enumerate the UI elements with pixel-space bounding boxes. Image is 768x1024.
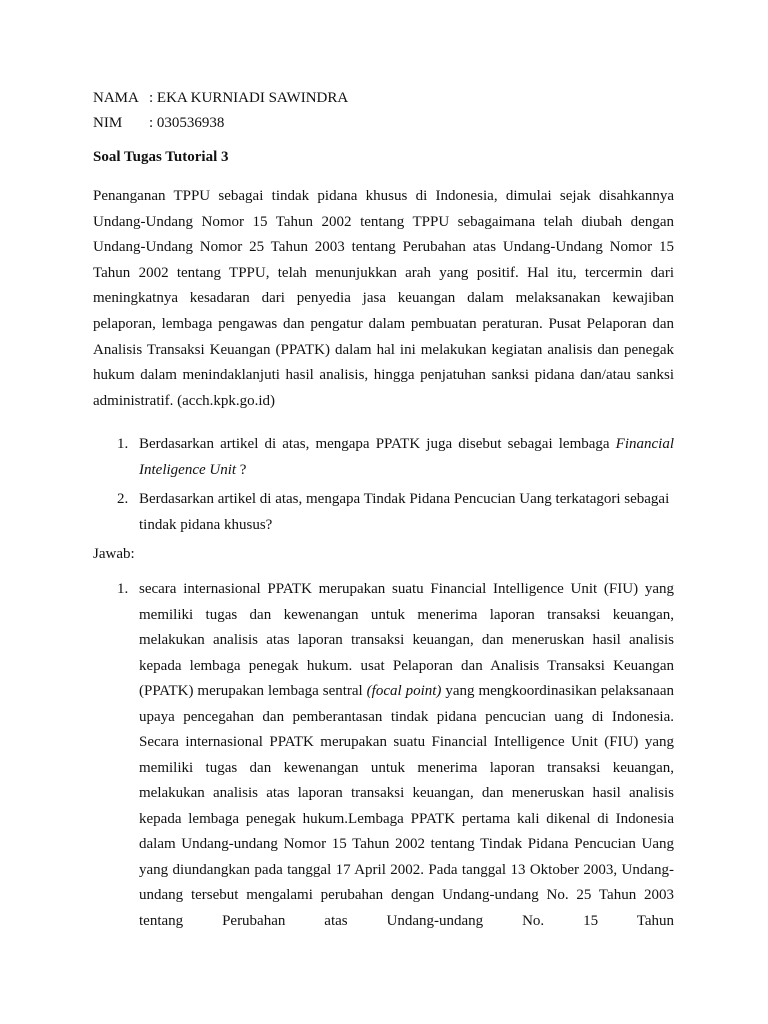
question-number: 1. [117,436,129,452]
question-number: 2. [117,491,129,508]
name-label: NAMA [93,90,139,106]
question-item [93,487,674,538]
answer-text-after: yang mengkoordinasikan pelaksanaan upaya pencegahan dan pemberantasan tindak pidana pencucian uang di Indonesia. Secara internasional PPATK merupakan suatu Financial Intelligence Unit (FIU) yang memiliki tugas dan kewenangan untuk menerima laporan transaksi keuangan, melakukan analisis atas laporan transaksi keuangan, dan meneruskan hasil analisis kepada lembaga penegak hukum.Lembaga PPATK pertama kali dikenal di Indonesia dalam Undang-undang Nomor 15 Tahun 2002 tentang Tindak Pidana Pencucian Uang yang diundangkan pada tanggal 17 April 2002. Pada tanggal 13 Oktober 2003, Undang-undang tersebut mengalami perubahan dengan Undang-undang No. 25 Tahun 2003 tentang Perubahan atas Undang-undang No. 15 Tahun [139,683,674,929]
question-text [139,432,674,483]
student-header [93,86,348,136]
answer-label: Jawab: [93,546,135,562]
question-text-before: Berdasarkan artikel di atas, mengapa PPATK juga disebut sebagai lembaga [139,436,616,452]
question-list [93,432,674,538]
document-title: Soal Tugas Tutorial 3 [93,149,229,165]
question-item [93,432,674,483]
nim-value: : 030536938 [149,115,225,131]
answer-text-before: secara internasional PPATK merupakan suatu Financial Intelligence Unit (FIU) yang memiliki tugas dan kewenangan untuk menerima laporan transaksi keuangan, melakukan analisis atas laporan transaksi keuangan, dan meneruskan hasil analisis kepada lembaga penegak hukum. usat Pelaporan dan Analisis Transaksi Keuangan (PPATK) merupakan lembaga sentral [139,581,674,699]
answer-item [93,577,674,934]
answer-text-italic: (focal point) [366,683,442,699]
answer-list [93,577,674,934]
question-text-after: ? [236,461,247,478]
nim-row [93,111,348,136]
question-text: Berdasarkan artikel di atas, mengapa Tindak Pidana Pencucian Uang terkatagori sebagai tindak pidana khusus? [139,491,670,533]
intro-paragraph: Penanganan TPPU sebagai tindak pidana khusus di Indonesia, dimulai sejak disahkannya Undang-Undang Nomor 15 Tahun 2002 tentang TPPU sebagaimana telah diubah dengan Undang-Undang Nomor 25 Tahun 2003 tentang Perubahan atas Undang-Undang Nomor 15 Tahun 2002 tentang TPPU, telah menunjukkan arah yang positif. Hal itu, tercermin dari meningkatnya kesadaran dari penyedia jasa keuangan dalam melaksanakan kewajiban pelaporan, lembaga pengawas dan pengatur dalam pembuatan peraturan. Pusat Pelaporan dan Analisis Transaksi Keuangan (PPATK) dalam hal ini melakukan kegiatan analisis dan penegak hukum dalam menindaklanjuti hasil analisis, hingga penjatuhan sanksi pidana dan/atau sanksi administratif. (acch.kpk.go.id) [93,188,674,409]
answer-text [139,577,674,934]
question-text-italic: Financial Inteligence Unit [139,436,674,478]
name-row [93,86,348,111]
name-value: : EKA KURNIADI SAWINDRA [149,90,349,106]
nim-label: NIM [93,115,123,131]
answer-number: 1. [117,581,129,597]
